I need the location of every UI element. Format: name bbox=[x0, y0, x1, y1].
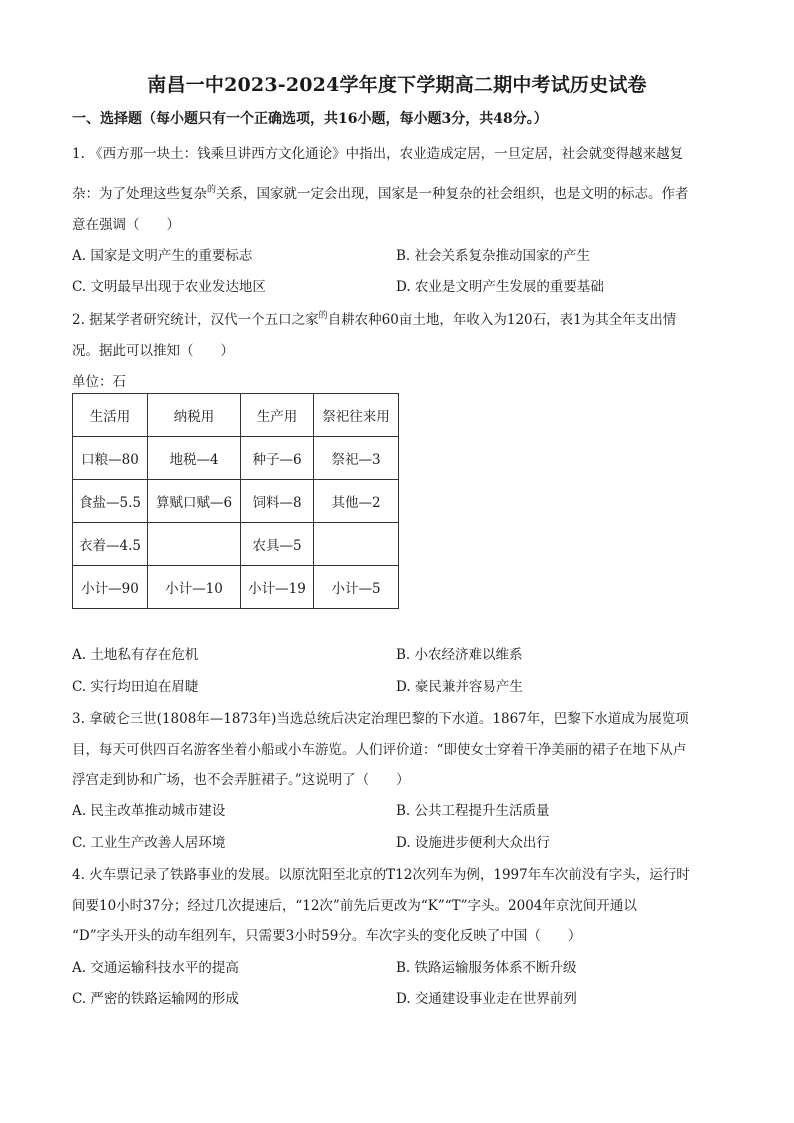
table-row bbox=[73, 437, 399, 480]
page-title: 南昌一中2023-2024学年度下学期高二期中考试历史试卷 bbox=[147, 74, 647, 96]
q1-line-2b: 关系，国家就一定会出现，国家是一种复杂的社会组织，也是文明的标志。作者 bbox=[216, 186, 689, 202]
table-header-cell: 祭祀往来用 bbox=[314, 394, 399, 437]
table-cell: 农具—5 bbox=[241, 523, 314, 566]
q2-line-2: 况。据此可以推知（ ） bbox=[72, 343, 234, 359]
q1-option-a: A. 国家是文明产生的重要标志 bbox=[72, 248, 253, 264]
q3-option-c: C. 工业生产改善人居环境 bbox=[72, 835, 226, 851]
q2-option-b: B. 小农经济难以维系 bbox=[396, 647, 523, 663]
q4-option-c: C. 严密的铁路运输网的形成 bbox=[72, 991, 239, 1007]
q4-option-a: A. 交通运输科技水平的提高 bbox=[72, 960, 239, 976]
expense-table bbox=[72, 393, 399, 609]
q4-option-b: B. 铁路运输服务体系不断升级 bbox=[396, 960, 577, 976]
q4-line-3: “D”字头开头的动车组列车，只需要3小时59分。车次字头的变化反映了中国（ ） bbox=[72, 928, 582, 944]
q3-option-a: A. 民主改革推动城市建设 bbox=[72, 803, 226, 819]
q1-option-d: D. 农业是文明产生发展的重要基础 bbox=[396, 279, 604, 295]
q2-unit: 单位：石 bbox=[72, 374, 126, 390]
table-cell: 小计—90 bbox=[73, 566, 148, 609]
table-cell: 种子—6 bbox=[241, 437, 314, 480]
q1-option-b: B. 社会关系复杂推动国家的产生 bbox=[396, 248, 591, 264]
section-heading: 一、选择题（每小题只有一个正确选项，共16小题，每小题3分，共48分。） bbox=[72, 111, 548, 127]
q1-line-1: 1. 《西方那一块土：钱乘旦讲西方文化通论》中指出，农业造成定居，一旦定居，社会就变得越来越复 bbox=[72, 146, 684, 162]
table-cell: 地税—4 bbox=[148, 437, 241, 480]
q1-superscript: 的 bbox=[207, 185, 217, 195]
q4-line-2: 间要10小时37分；经过几次提速后，“12次”前先后更改为“K”“T”字头。2004年京沈间开通以 bbox=[72, 898, 637, 914]
table-cell: 衣着—4.5 bbox=[73, 523, 148, 566]
q1-line-2a: 杂：为了处理这些复杂 bbox=[72, 186, 207, 202]
table-header-cell: 生产用 bbox=[241, 394, 314, 437]
table-cell: 饲料—8 bbox=[241, 480, 314, 523]
table-cell: 祭祀—3 bbox=[314, 437, 399, 480]
q3-line-2: 目，每天可供四百名游客坐着小船或小车游览。人们评价道：“即使女士穿着干净美丽的裙子在地下从卢 bbox=[72, 742, 687, 758]
table-row bbox=[73, 394, 399, 437]
q3-line-1: 3. 拿破仑三世(1808年—1873年)当选总统后决定治理巴黎的下水道。1867年，巴黎下水道成为展览项 bbox=[72, 711, 689, 727]
q1-line-3: 意在强调（ ） bbox=[72, 217, 180, 233]
table-cell: 口粮—80 bbox=[73, 437, 148, 480]
table-header-cell: 纳税用 bbox=[148, 394, 241, 437]
q1-option-c: C. 文明最早出现于农业发达地区 bbox=[72, 279, 266, 295]
q3-option-b: B. 公共工程提升生活质量 bbox=[396, 803, 550, 819]
table-cell: 食盐—5.5 bbox=[73, 480, 148, 523]
table-cell: 小计—19 bbox=[241, 566, 314, 609]
q3-line-3: 浮宫走到协和广场，也不会弄脏裙子。”这说明了（ ） bbox=[72, 772, 410, 788]
table-row bbox=[73, 480, 399, 523]
q2-line-1 bbox=[72, 308, 676, 328]
q1-line-2 bbox=[72, 182, 689, 202]
table-cell: 小计—5 bbox=[314, 566, 399, 609]
table-cell: 其他—2 bbox=[314, 480, 399, 523]
table-cell: 算赋口赋—6 bbox=[148, 480, 241, 523]
q2-option-a: A. 土地私有存在危机 bbox=[72, 647, 199, 663]
table-row bbox=[73, 523, 399, 566]
table-cell bbox=[314, 523, 399, 566]
q3-option-d: D. 设施进步便利大众出行 bbox=[396, 835, 550, 851]
table-header-cell: 生活用 bbox=[73, 394, 148, 437]
q2-line-1b: 自耕农种60亩土地，年收入为120石，表1为其全年支出情 bbox=[327, 312, 677, 328]
table-cell: 小计—10 bbox=[148, 566, 241, 609]
table-cell bbox=[148, 523, 241, 566]
q2-option-c: C. 实行均田迫在眉睫 bbox=[72, 679, 199, 695]
q2-line-1a: 2. 据某学者研究统计，汉代一个五口之家 bbox=[72, 312, 319, 328]
q4-line-1: 4. 火车票记录了铁路事业的发展。以原沈阳至北京的T12次列车为例，1997年车次前没有字头，运行时 bbox=[72, 867, 690, 883]
q4-option-d: D. 交通建设事业走在世界前列 bbox=[396, 991, 577, 1007]
table-row bbox=[73, 566, 399, 609]
q2-superscript: 的 bbox=[318, 311, 328, 321]
q2-option-d: D. 豪民兼并容易产生 bbox=[396, 679, 523, 695]
